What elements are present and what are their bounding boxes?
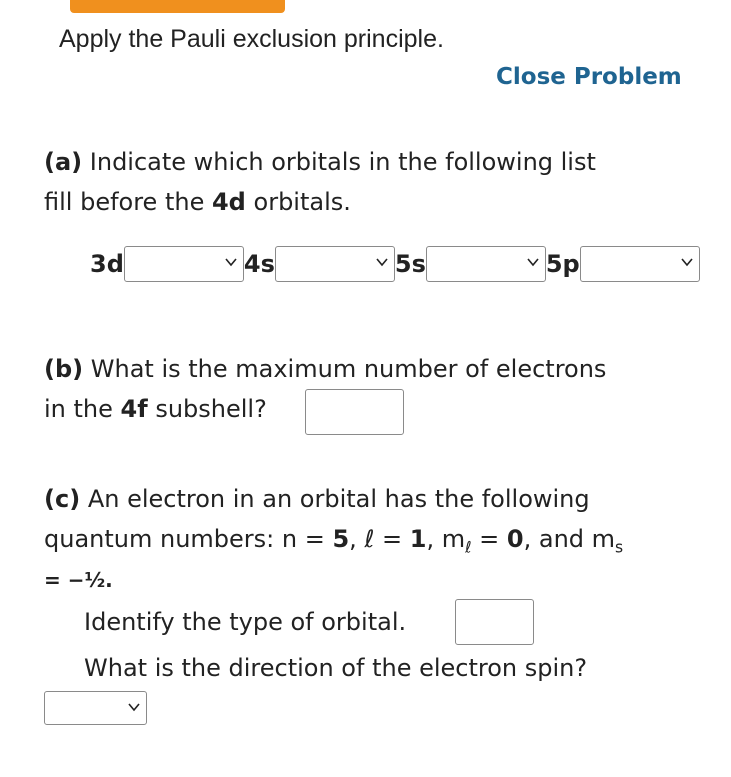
orbital-select-4s[interactable]: [275, 246, 395, 282]
part-a-bold: 4d: [211, 188, 246, 216]
orbital-label-5s: 5s: [394, 250, 426, 278]
and-ms-text: , and m: [523, 525, 616, 553]
chevron-down-icon: [224, 255, 238, 269]
top-accent-bar: [70, 0, 285, 13]
chevron-down-icon: [526, 255, 540, 269]
part-a-text-3: orbitals.: [253, 188, 351, 216]
orbital-label-4s: 4s: [243, 250, 275, 278]
part-a-question: [44, 142, 596, 222]
part-b-bold: 4f: [120, 395, 148, 423]
orbital-label-3d: 3d: [90, 250, 124, 278]
spin-direction-prompt: What is the direction of the electron spin?: [84, 654, 588, 682]
orbital-select-3d[interactable]: [124, 246, 244, 282]
ml-subscript: ℓ: [465, 538, 472, 557]
l-symbol: ℓ: [364, 525, 375, 553]
part-b-label: (b): [44, 355, 84, 383]
max-electrons-input[interactable]: [305, 389, 404, 435]
n-value: 5: [332, 525, 350, 553]
chevron-down-icon: [375, 255, 389, 269]
ml-value: 0: [506, 525, 524, 553]
part-a-text-2: fill before the: [44, 188, 205, 216]
part-c-text-1: An electron in an orbital has the following: [87, 485, 590, 513]
close-problem-link[interactable]: Close Problem: [496, 64, 682, 90]
problem-title: Apply the Pauli exclusion principle.: [59, 25, 444, 53]
orbital-select-5p[interactable]: [580, 246, 700, 282]
chevron-down-icon: [680, 255, 694, 269]
l-value: 1: [409, 525, 427, 553]
orbital-label-5p: 5p: [545, 250, 580, 278]
part-a-label: (a): [44, 148, 83, 176]
part-b-text-3: subshell?: [155, 395, 267, 423]
ms-subscript: s: [615, 538, 624, 557]
orbital-select-row: [90, 245, 700, 283]
part-b-text-1: What is the maximum number of electrons: [90, 355, 607, 383]
part-c-question: (c) An electron in an orbital has the following quantum numbers: n = 5, ℓ = 1, $m_\ell = 0$, and $m_s$ = −½.: [44, 485, 624, 593]
part-a-text-1: Indicate which orbitals in the following list: [89, 148, 596, 176]
chevron-down-icon: [127, 700, 141, 714]
part-c-label: (c): [44, 485, 81, 513]
orbital-type-prompt: Identify the type of orbital.: [84, 608, 407, 636]
ml-symbol: m: [441, 525, 466, 553]
ms-value: = −½.: [44, 568, 113, 593]
orbital-select-5s[interactable]: [426, 246, 546, 282]
part-b-text-2: in the: [44, 395, 113, 423]
spin-direction-select[interactable]: [44, 691, 147, 725]
part-c-text-2: quantum numbers: n =: [44, 525, 325, 553]
orbital-type-input[interactable]: [455, 599, 534, 645]
